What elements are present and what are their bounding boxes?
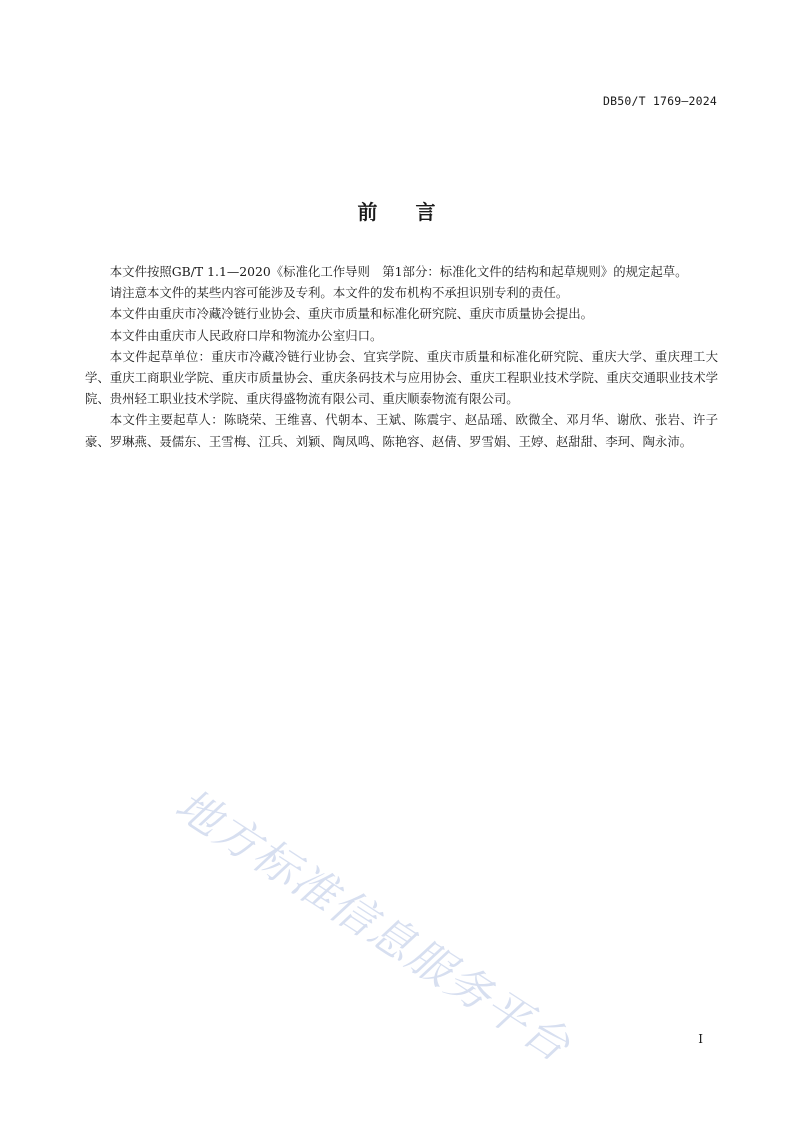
- page-number: I: [698, 1032, 703, 1046]
- paragraph-main-drafters: 本文件主要起草人：陈晓荣、王维喜、代朝本、王斌、陈震宇、赵品瑶、欧微全、邓月华、谢欣、张岩、许子豪、罗琳燕、聂儒东、王雪梅、江兵、刘颖、陶凤鸣、陈艳容、赵倩、罗雪娟、王婷、赵甜甜、李珂、陶永沛。: [85, 412, 718, 449]
- paragraph-drafting-units: 本文件起草单位：重庆市冷藏冷链行业协会、宜宾学院、重庆市质量和标准化研究院、重庆大学、重庆理工大学、重庆工商职业学院、重庆市质量协会、重庆条码技术与应用协会、重庆工程职业技术学院、重庆交通职业技术学院、贵州轻工职业技术学院、重庆得盛物流有限公司、重庆顺泰物流有限公司。: [85, 348, 718, 407]
- watermark: 地方标准信息服务平台: [166, 779, 580, 1073]
- document-code: DB50/T 1769—2024: [603, 94, 717, 108]
- paragraph-proposers: 本文件由重庆市冷藏冷链行业协会、重庆市质量和标准化研究院、重庆市质量协会提出。: [109, 306, 594, 322]
- page-title: 前言: [357, 200, 474, 224]
- paragraph-centralized-management: 本文件由重庆市人民政府口岸和物流办公室归口。: [109, 327, 383, 343]
- paragraph-patent-notice: 请注意本文件的某些内容可能涉及专利。本文件的发布机构不承担识别专利的责任。: [109, 285, 569, 301]
- paragraph-drafting-rules: 本文件按照GB/T 1.1—2020《标准化工作导则 第1部分：标准化文件的结构和起草规则》的规定起草。: [109, 264, 688, 279]
- foreword-body: [85, 261, 718, 452]
